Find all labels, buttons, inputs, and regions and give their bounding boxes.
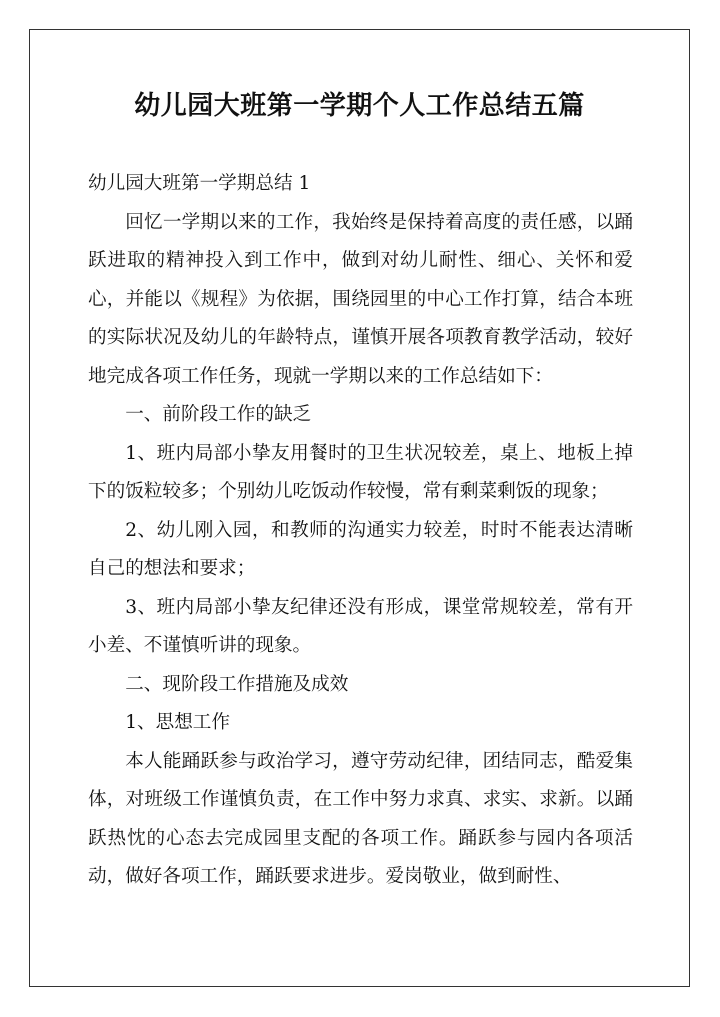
paragraph-item-3: 3、班内局部小挚友纪律还没有形成，课堂常规较差，常有开小差、不谨慎听讲的现象。 bbox=[88, 596, 633, 656]
paragraph-ideology: 本人能踊跃参与政治学习，遵守劳动纪律，团结同志，酷爱集体，对班级工作谨慎负责，在工作中努力求真、求实、求新。以踊跃热忱的心态去完成园里支配的各项工作。踊跃参与园内各项活动，做好各项工作，踊跃要求进步。爱岗敬业，做到耐性、 bbox=[88, 750, 633, 887]
paragraph-item-2: 2、幼儿刚入园，和教师的沟通实力较差，时时不能表达清晰自己的想法和要求； bbox=[88, 519, 633, 579]
section-heading: 幼儿园大班第一学期总结 1 bbox=[88, 173, 311, 194]
paragraph-intro: 回忆一学期以来的工作，我始终是保持着高度的责任感，以踊跃进取的精神投入到工作中，做到对幼儿耐性、细心、关怀和爱心，并能以《规程》为依据，围绕园里的中心工作打算，结合本班的实际状况及幼儿的年龄特点，谨慎开展各项教育教学活动，较好地完成各项工作任务，现就一学期以来的工作总结如下： bbox=[88, 211, 633, 387]
paragraph-item-1: 1、班内局部小挚友用餐时的卫生状况较差，桌上、地板上掉下的饭粒较多；个别幼儿吃饭动作较慢，常有剩菜剩饭的现象； bbox=[88, 442, 633, 502]
section-heading-shortcomings: 一、前阶段工作的缺乏 bbox=[125, 404, 312, 425]
document-title: 幼儿园大班第一学期个人工作总结五篇 bbox=[134, 91, 585, 121]
document-body bbox=[88, 165, 633, 897]
subheading-ideology: 1、思想工作 bbox=[125, 712, 230, 733]
section-heading-measures: 二、现阶段工作措施及成效 bbox=[125, 673, 349, 695]
